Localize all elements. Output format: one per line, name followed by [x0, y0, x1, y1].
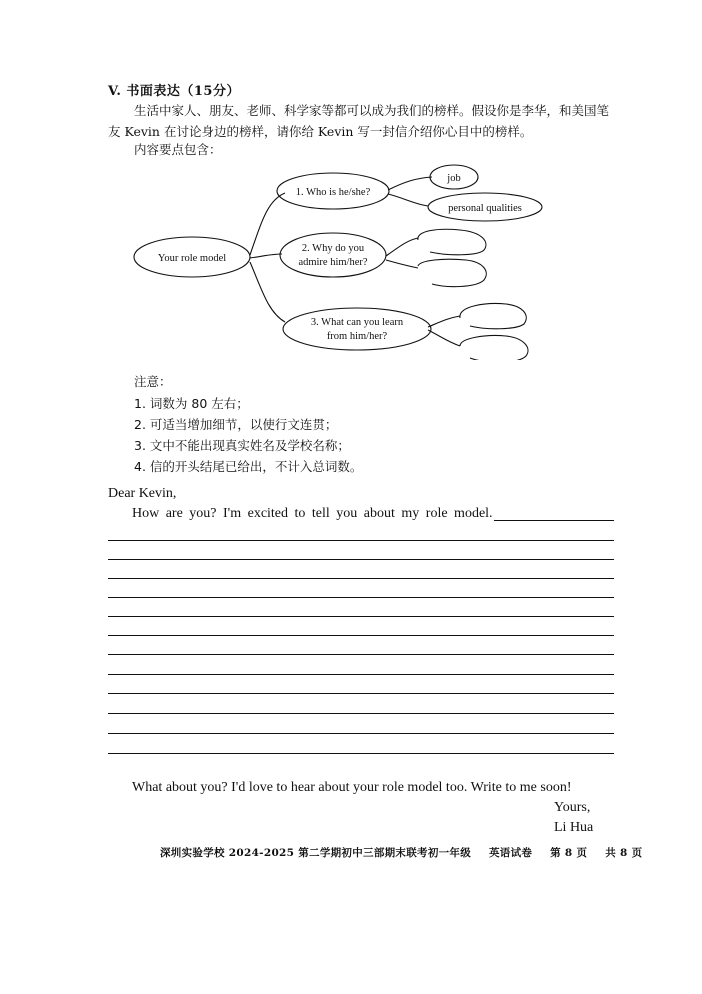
writing-line[interactable] [108, 674, 614, 675]
q1-label: 1. Who is he/she? [295, 187, 371, 198]
connector-qualities [388, 194, 428, 206]
center-label: Your role model [157, 253, 227, 264]
q3-node [283, 308, 431, 350]
writing-line[interactable] [108, 654, 614, 655]
footer-total: 共 8 页 [605, 847, 643, 859]
footer-page: 第 8 页 [550, 847, 588, 859]
letter-salutation: Dear Kevin, [108, 486, 177, 501]
opening-blank-line[interactable] [494, 520, 614, 521]
q3-label-line2: from him/her? [326, 331, 388, 342]
section-title: V. 书面表达（15分） [108, 84, 240, 99]
connector-q1 [250, 193, 285, 255]
blank-bubble-4 [460, 335, 528, 360]
writing-line[interactable] [108, 713, 614, 714]
connector-q3-blank-2 [428, 330, 460, 346]
letter-sign-off: Yours, [554, 800, 591, 815]
note-item: 4. 信的开头结尾已给出，不计入总词数。 [134, 459, 363, 474]
writing-line[interactable] [108, 616, 614, 617]
writing-line[interactable] [108, 753, 614, 754]
notes-title: 注意： [134, 374, 172, 389]
note-item: 1. 词数为 80 左右； [134, 396, 249, 411]
writing-line[interactable] [108, 540, 614, 541]
job-label: job [447, 173, 461, 184]
connector-job [388, 177, 432, 190]
page-footer [160, 845, 656, 860]
letter-opening: How are you? I'm excited to tell you about my role model. [132, 506, 493, 521]
writing-line[interactable] [108, 635, 614, 636]
q2-label-line2: admire him/her? [298, 257, 368, 268]
mind-map [0, 150, 702, 360]
connector-q3-blank-1 [428, 316, 460, 327]
connector-q3 [250, 262, 285, 322]
connector-q2 [250, 254, 282, 258]
q2-node [280, 233, 386, 277]
writing-line[interactable] [108, 559, 614, 560]
writing-line[interactable] [108, 578, 614, 579]
blank-bubble-2 [418, 259, 486, 286]
q3-label-line1: 3. What can you learn [310, 317, 404, 328]
footer-subject: 英语试卷 [488, 847, 533, 859]
footer-school: 深圳实验学校 2024-2025 第二学期初中三部期末联考初一年级 [160, 847, 472, 859]
note-item: 2. 可适当增加细节，以使行文连贯； [134, 417, 338, 432]
prompt-paragraph: 生活中家人、朋友、老师、科学家等都可以成为我们的榜样。假设你是李华，和美国笔友 Kevin 在讨论身边的榜样，请你给 Kevin 写一封信介绍你心目中的榜样。 [108, 103, 610, 139]
writing-line[interactable] [108, 597, 614, 598]
q2-label-line1: 2. Why do you [301, 243, 365, 254]
connector-q2-blank-2 [386, 260, 418, 268]
connector-q2-blank-1 [386, 238, 418, 256]
qualities-label: personal qualities [448, 203, 522, 214]
points-label: 内容要点包含： [134, 142, 222, 157]
letter-signature: Li Hua [554, 820, 594, 835]
blank-bubble-1 [418, 229, 486, 254]
letter-closing: What about you? I'd love to hear about your role model too. Write to me soon! [132, 780, 572, 795]
note-item: 3. 文中不能出现真实姓名及学校名称； [134, 438, 350, 453]
writing-line[interactable] [108, 733, 614, 734]
writing-line[interactable] [108, 693, 614, 694]
blank-bubble-3 [460, 304, 526, 329]
